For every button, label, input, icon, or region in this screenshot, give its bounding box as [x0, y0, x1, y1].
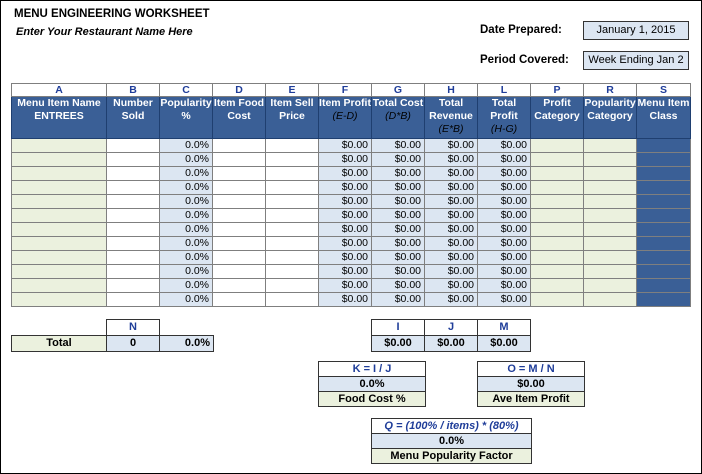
table-row: [12, 293, 691, 307]
menu-item-class-cell: [637, 195, 691, 209]
column-header-s: [637, 97, 691, 139]
column-letter-row: [12, 84, 691, 97]
profit-category-cell: [531, 167, 584, 181]
column-header-label: Item Sell Price: [270, 97, 314, 122]
menu-item-class-cell: [637, 251, 691, 265]
total-revenue-cell: $0.00: [425, 293, 478, 307]
popularity-cell: 0.0%: [160, 237, 213, 251]
food-cost-cell[interactable]: [213, 223, 266, 237]
sell-price-cell[interactable]: [266, 195, 319, 209]
item-profit-cell: $0.00: [319, 293, 372, 307]
table-row: [12, 153, 691, 167]
popularity-factor-formula: Q = (100% / items) * (80%): [372, 419, 531, 434]
column-letter-s: S: [637, 84, 691, 97]
popularity-cell: 0.0%: [160, 223, 213, 237]
total-cost-cell: $0.00: [372, 167, 425, 181]
total-profit-cell: $0.00: [478, 167, 531, 181]
column-header-label: Total Profit: [490, 97, 518, 122]
period-covered-label: Period Covered:: [480, 54, 569, 66]
popularity-category-cell: [584, 195, 637, 209]
column-letter-d: D: [213, 84, 266, 97]
menu-item-name-cell[interactable]: [12, 181, 107, 195]
total-profit-cell: $0.00: [478, 237, 531, 251]
item-profit-cell: $0.00: [319, 265, 372, 279]
j-letter: J: [425, 320, 478, 336]
profit-category-cell: [531, 293, 584, 307]
total-profit-cell: $0.00: [478, 265, 531, 279]
total-profit-cell: $0.00: [478, 293, 531, 307]
column-header-label: Item Profit: [319, 97, 371, 109]
food-cost-box: [318, 361, 426, 407]
item-profit-cell: $0.00: [319, 195, 372, 209]
profit-category-cell: [531, 153, 584, 167]
section-label: ENTREES: [34, 110, 84, 122]
item-profit-cell: $0.00: [319, 181, 372, 195]
total-cost-cell: $0.00: [372, 195, 425, 209]
total-profit-cell: $0.00: [478, 181, 531, 195]
column-header-label: Number Sold: [113, 97, 153, 122]
table-row: [12, 223, 691, 237]
popularity-total: 0.0%: [160, 336, 214, 352]
column-header-h: [425, 97, 478, 139]
total-revenue-cell: $0.00: [425, 153, 478, 167]
popularity-factor-value: 0.0%: [372, 434, 531, 449]
column-header-p: [531, 97, 584, 139]
number-sold-cell[interactable]: [107, 167, 160, 181]
ave-profit-formula: O = M / N: [478, 362, 584, 377]
item-profit-cell: $0.00: [319, 223, 372, 237]
column-header-label: Total Cost: [372, 97, 424, 109]
menu-item-name-cell[interactable]: [12, 293, 107, 307]
column-formula: (E*B): [438, 123, 464, 135]
total-profit-cell: $0.00: [478, 223, 531, 237]
food-cost-cell[interactable]: [213, 209, 266, 223]
column-letter-c: C: [160, 84, 213, 97]
popularity-cell: 0.0%: [160, 251, 213, 265]
column-letter-r: R: [584, 84, 637, 97]
m-letter: M: [478, 320, 531, 336]
popularity-cell: 0.0%: [160, 153, 213, 167]
menu-item-name-cell[interactable]: [12, 237, 107, 251]
popularity-cell: 0.0%: [160, 139, 213, 153]
number-sold-cell[interactable]: [107, 223, 160, 237]
total-revenue-cell: $0.00: [425, 167, 478, 181]
sell-price-cell[interactable]: [266, 167, 319, 181]
food-cost-cell[interactable]: [213, 279, 266, 293]
column-letter-l: L: [478, 84, 531, 97]
total-revenue-cell: $0.00: [425, 181, 478, 195]
profit-category-cell: [531, 279, 584, 293]
menu-item-name-cell[interactable]: [12, 139, 107, 153]
column-header-label: Profit Category: [534, 97, 580, 122]
menu-item-name-cell[interactable]: [12, 223, 107, 237]
number-sold-cell[interactable]: [107, 181, 160, 195]
menu-item-class-cell: [637, 209, 691, 223]
column-letter-p: P: [531, 84, 584, 97]
popularity-cell: 0.0%: [160, 293, 213, 307]
food-cost-cell[interactable]: [213, 265, 266, 279]
m-total-profit: $0.00: [478, 336, 531, 352]
popularity-factor-box: [371, 418, 532, 464]
column-header-c: [160, 97, 213, 139]
total-cost-cell: $0.00: [372, 251, 425, 265]
ave-profit-box: [477, 361, 585, 407]
column-letter-g: G: [372, 84, 425, 97]
popularity-cell: 0.0%: [160, 265, 213, 279]
item-profit-cell: $0.00: [319, 279, 372, 293]
total-profit-cell: $0.00: [478, 195, 531, 209]
column-header-label: Item Food Cost: [213, 97, 265, 122]
column-header-e: [266, 97, 319, 139]
total-revenue-cell: $0.00: [425, 209, 478, 223]
column-header-label: Menu Item Name: [17, 97, 101, 109]
popularity-cell: 0.0%: [160, 181, 213, 195]
popularity-category-cell: [584, 293, 637, 307]
table-row: [12, 209, 691, 223]
total-cost-cell: $0.00: [372, 265, 425, 279]
sell-price-cell[interactable]: [266, 293, 319, 307]
number-sold-cell[interactable]: [107, 195, 160, 209]
profit-category-cell: [531, 195, 584, 209]
sell-price-cell[interactable]: [266, 237, 319, 251]
total-cost-cell: $0.00: [372, 181, 425, 195]
profit-category-cell: [531, 209, 584, 223]
food-cost-cell[interactable]: [213, 251, 266, 265]
date-prepared-label: Date Prepared:: [480, 24, 562, 36]
column-header-r: [584, 97, 637, 139]
column-header-label: Popularity Category: [584, 97, 636, 122]
date-prepared-field[interactable]: January 1, 2015: [583, 21, 689, 40]
sell-price-cell[interactable]: [266, 181, 319, 195]
number-sold-cell[interactable]: [107, 265, 160, 279]
column-formula: (D*B): [385, 110, 411, 122]
menu-item-class-cell: [637, 279, 691, 293]
menu-item-name-cell[interactable]: [12, 265, 107, 279]
table-row: [12, 251, 691, 265]
column-header-b: [107, 97, 160, 139]
popularity-category-cell: [584, 251, 637, 265]
food-cost-cell[interactable]: [213, 139, 266, 153]
column-header-a: [12, 97, 107, 139]
menu-item-class-cell: [637, 153, 691, 167]
number-sold-cell[interactable]: [107, 237, 160, 251]
column-letter-h: H: [425, 84, 478, 97]
column-formula: (E-D): [332, 110, 358, 122]
table-row: [12, 195, 691, 209]
total-profit-cell: $0.00: [478, 279, 531, 293]
number-sold-cell[interactable]: [107, 209, 160, 223]
total-revenue-cell: $0.00: [425, 139, 478, 153]
food-cost-value: 0.0%: [319, 377, 425, 392]
total-revenue-cell: $0.00: [425, 237, 478, 251]
total-cost-cell: $0.00: [372, 223, 425, 237]
column-letter-a: A: [12, 84, 107, 97]
menu-item-class-cell: [637, 181, 691, 195]
item-profit-cell: $0.00: [319, 167, 372, 181]
item-profit-cell: $0.00: [319, 251, 372, 265]
column-letter-e: E: [266, 84, 319, 97]
total-label: Total: [12, 336, 107, 352]
popularity-category-cell: [584, 153, 637, 167]
column-header-f: [319, 97, 372, 139]
profit-category-cell: [531, 251, 584, 265]
total-cost-cell: $0.00: [372, 139, 425, 153]
j-total-revenue: $0.00: [425, 336, 478, 352]
total-profit-cell: $0.00: [478, 139, 531, 153]
column-letter-f: F: [319, 84, 372, 97]
period-covered-field[interactable]: Week Ending Jan 2: [583, 51, 689, 70]
popularity-category-cell: [584, 181, 637, 195]
total-cost-cell: $0.00: [372, 153, 425, 167]
total-profit-cell: $0.00: [478, 209, 531, 223]
item-profit-cell: $0.00: [319, 209, 372, 223]
number-sold-cell[interactable]: [107, 139, 160, 153]
food-cost-cell[interactable]: [213, 153, 266, 167]
table-row: [12, 237, 691, 251]
table-row: [12, 181, 691, 195]
menu-item-class-cell: [637, 223, 691, 237]
profit-category-cell: [531, 265, 584, 279]
number-sold-cell[interactable]: [107, 251, 160, 265]
food-cost-cell[interactable]: [213, 195, 266, 209]
column-header-label: Popularity %: [160, 97, 212, 122]
menu-item-name-cell[interactable]: [12, 153, 107, 167]
number-sold-cell[interactable]: [107, 153, 160, 167]
column-header-label: Total Revenue: [429, 97, 473, 122]
popularity-category-cell: [584, 167, 637, 181]
n-letter: N: [107, 320, 160, 336]
item-profit-cell: $0.00: [319, 153, 372, 167]
food-cost-cell[interactable]: [213, 237, 266, 251]
table-row: [12, 139, 691, 153]
food-cost-cell[interactable]: [213, 293, 266, 307]
food-cost-cell[interactable]: [213, 167, 266, 181]
sell-price-cell[interactable]: [266, 223, 319, 237]
cost-revenue-totals: [371, 319, 531, 352]
column-header-d: [213, 97, 266, 139]
table-row: [12, 265, 691, 279]
menu-item-name-cell[interactable]: [12, 209, 107, 223]
popularity-cell: 0.0%: [160, 209, 213, 223]
ave-profit-label: Ave Item Profit: [478, 392, 584, 406]
sell-price-cell[interactable]: [266, 251, 319, 265]
menu-item-class-cell: [637, 237, 691, 251]
total-cost-cell: $0.00: [372, 279, 425, 293]
popularity-cell: 0.0%: [160, 279, 213, 293]
total-cost-cell: $0.00: [372, 237, 425, 251]
total-revenue-cell: $0.00: [425, 251, 478, 265]
total-revenue-cell: $0.00: [425, 195, 478, 209]
column-header-label: Menu Item Class: [637, 97, 690, 122]
menu-items-table: [11, 83, 691, 307]
menu-item-class-cell: [637, 167, 691, 181]
total-revenue-cell: $0.00: [425, 223, 478, 237]
table-row: [12, 279, 691, 293]
profit-category-cell: [531, 237, 584, 251]
total-cost-cell: $0.00: [372, 209, 425, 223]
ave-profit-value: $0.00: [478, 377, 584, 392]
table-row: [12, 167, 691, 181]
column-header-l: [478, 97, 531, 139]
total-profit-cell: $0.00: [478, 251, 531, 265]
sell-price-cell[interactable]: [266, 209, 319, 223]
item-profit-cell: $0.00: [319, 139, 372, 153]
food-cost-cell[interactable]: [213, 181, 266, 195]
popularity-category-cell: [584, 223, 637, 237]
item-profit-cell: $0.00: [319, 237, 372, 251]
food-cost-label: Food Cost %: [319, 392, 425, 406]
food-cost-formula: K = I / J: [319, 362, 425, 377]
total-revenue-cell: $0.00: [425, 265, 478, 279]
profit-category-cell: [531, 139, 584, 153]
column-letter-b: B: [107, 84, 160, 97]
number-sold-cell[interactable]: [107, 279, 160, 293]
sell-price-cell[interactable]: [266, 265, 319, 279]
n-value: 0: [107, 336, 160, 352]
i-letter: I: [372, 320, 425, 336]
popularity-factor-label: Menu Popularity Factor: [372, 449, 531, 463]
restaurant-name[interactable]: Enter Your Restaurant Name Here: [16, 26, 193, 38]
menu-item-class-cell: [637, 265, 691, 279]
popularity-cell: 0.0%: [160, 167, 213, 181]
popularity-category-cell: [584, 237, 637, 251]
column-header-g: [372, 97, 425, 139]
popularity-category-cell: [584, 265, 637, 279]
worksheet-title: MENU ENGINEERING WORKSHEET: [14, 8, 210, 20]
total-profit-cell: $0.00: [478, 153, 531, 167]
sell-price-cell[interactable]: [266, 279, 319, 293]
total-cost-cell: $0.00: [372, 293, 425, 307]
totals-table: [11, 319, 214, 352]
popularity-category-cell: [584, 279, 637, 293]
sell-price-cell[interactable]: [266, 153, 319, 167]
menu-item-class-cell: [637, 293, 691, 307]
menu-item-name-cell[interactable]: [12, 251, 107, 265]
menu-item-name-cell[interactable]: [12, 167, 107, 181]
profit-category-cell: [531, 181, 584, 195]
popularity-cell: 0.0%: [160, 195, 213, 209]
menu-item-name-cell[interactable]: [12, 195, 107, 209]
number-sold-cell[interactable]: [107, 293, 160, 307]
sell-price-cell[interactable]: [266, 139, 319, 153]
popularity-category-cell: [584, 209, 637, 223]
column-formula: (H-G): [490, 123, 518, 135]
column-header-row: [12, 97, 691, 139]
menu-item-class-cell: [637, 139, 691, 153]
popularity-category-cell: [584, 139, 637, 153]
i-total-cost: $0.00: [372, 336, 425, 352]
total-revenue-cell: $0.00: [425, 279, 478, 293]
menu-item-name-cell[interactable]: [12, 279, 107, 293]
profit-category-cell: [531, 223, 584, 237]
